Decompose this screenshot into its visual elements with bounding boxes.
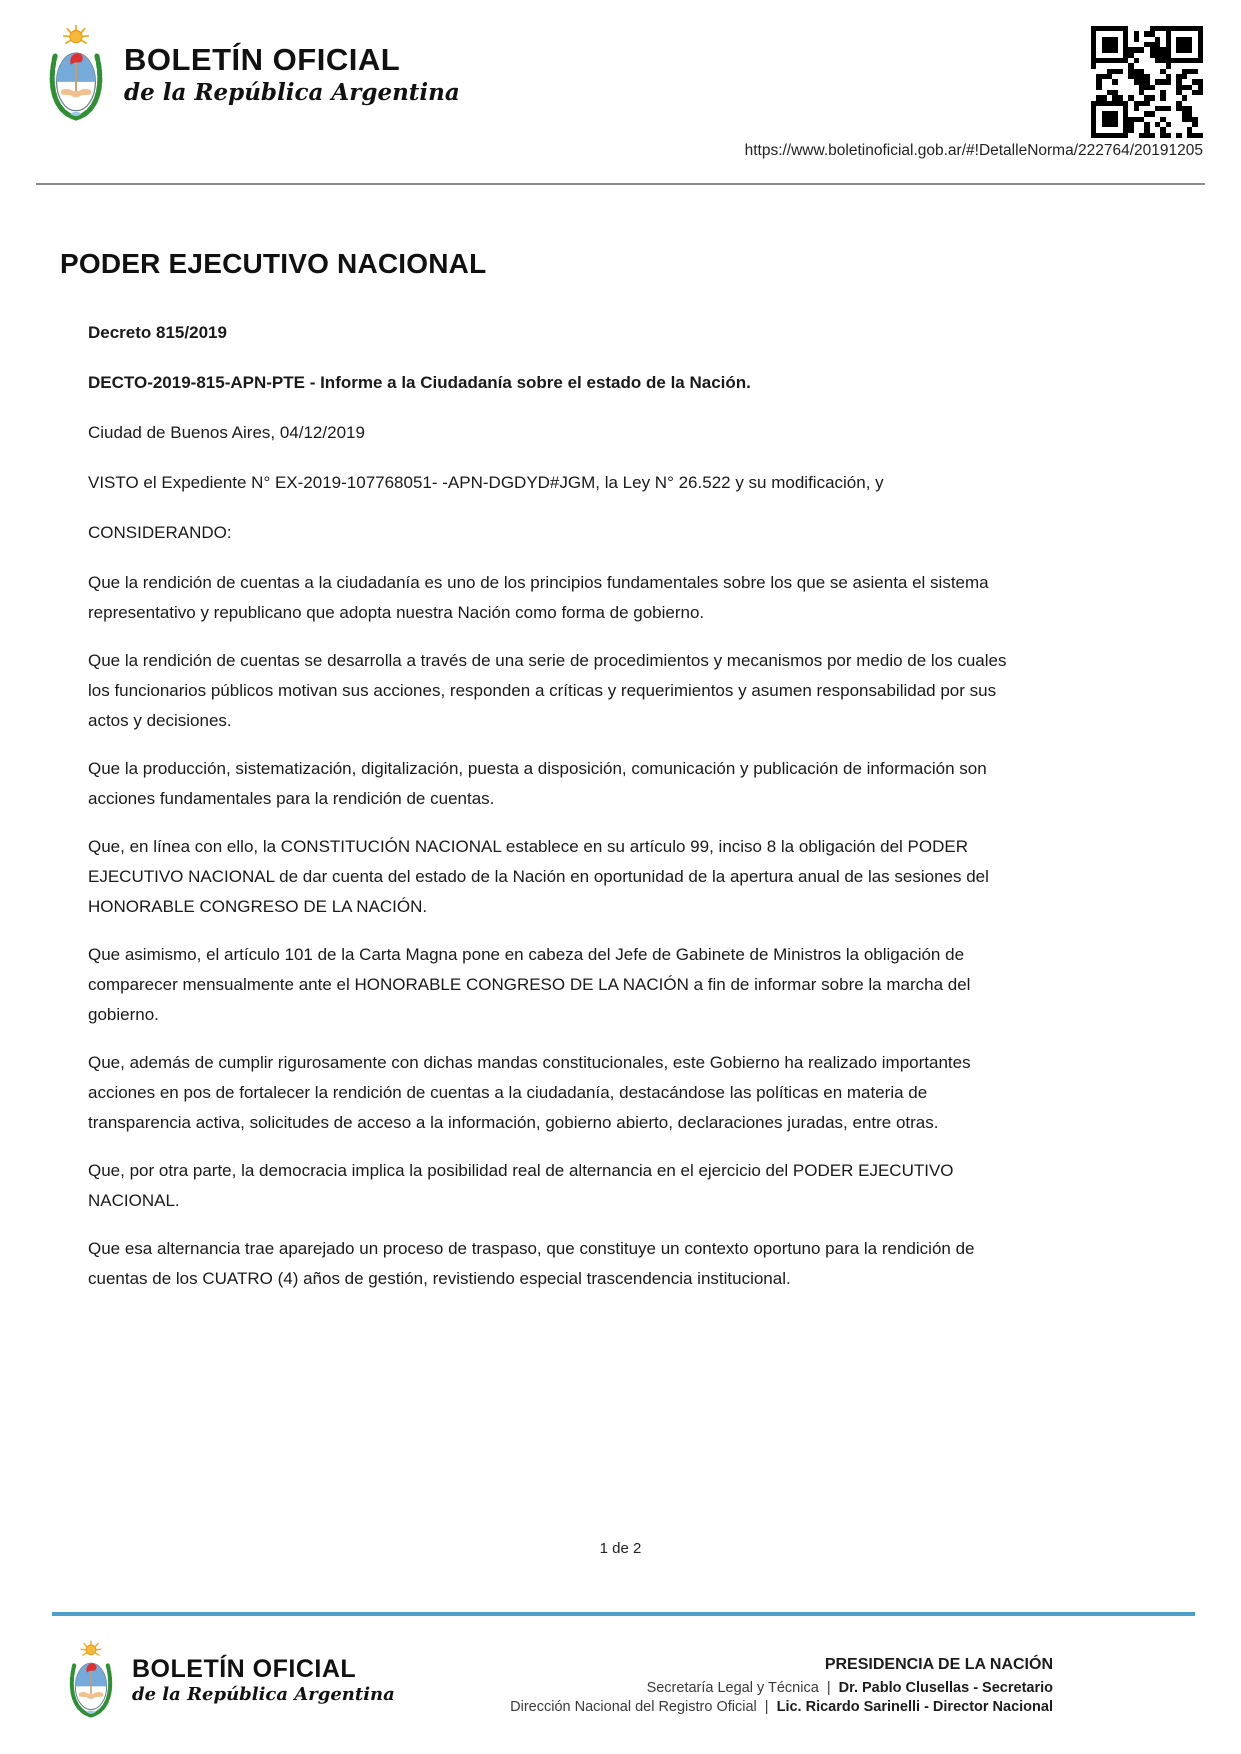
logo-title: BOLETÍN OFICIAL bbox=[124, 42, 401, 77]
office-name: Secretaría Legal y Técnica bbox=[646, 1680, 819, 1696]
paragraph: Que, por otra parte, la democracia implica la posibilidad real de alternancia en el ejercicio del PODER EJECUTIVO NACIONAL. bbox=[88, 1161, 954, 1210]
paragraph: Que la producción, sistematización, digitalización, puesta a disposición, comunicación y publicación de información son acciones fundamentales para la rendición de cuentas. bbox=[88, 759, 987, 808]
document-body bbox=[60, 248, 1020, 1312]
paragraph: Que la rendición de cuentas se desarrolla a través de una serie de procedimientos y mecanismos por medio de los cuales los funcionarios públicos motivan sus acciones, responden a críticas y requerimientos y asumen responsabilidad por sus actos y decisiones. bbox=[88, 651, 1007, 730]
qr-code-icon bbox=[1091, 26, 1203, 138]
visto-clause: VISTO el Expediente N° EX-2019-107768051- -APN-DGDYD#JGM, la Ley N° 26.522 y su modificación, y bbox=[88, 473, 884, 492]
paragraph: Que, en línea con ello, la CONSTITUCIÓN NACIONAL establece en su artículo 99, inciso 8 la obligación del PODER EJECUTIVO NACIONAL de dar cuenta del estado de la Nación en oportunidad de la apertura anual de las sesiones del HONORABLE CONGRESO DE LA NACIÓN. bbox=[88, 837, 989, 916]
norm-url: https://www.boletinoficial.gob.ar/#!DetalleNorma/222764/20191205 bbox=[744, 142, 1203, 159]
separator: | bbox=[764, 1699, 769, 1715]
footer-logo-subtitle: de la República Argentina bbox=[132, 1684, 395, 1705]
footer-divider bbox=[52, 1612, 1195, 1616]
official-name: Dr. Pablo Clusellas - Secretario bbox=[838, 1680, 1053, 1696]
decree-number: Decreto 815/2019 bbox=[88, 323, 227, 342]
paragraph: Que la rendición de cuentas a la ciudadanía es uno de los principios fundamentales sobre los que se asienta el sistema representativo y republicano que adopta nuestra Nación como forma de gobierno. bbox=[88, 573, 989, 622]
header-divider bbox=[36, 183, 1205, 185]
section-title: PODER EJECUTIVO NACIONAL bbox=[60, 248, 487, 279]
office-name: Dirección Nacional del Registro Oficial bbox=[510, 1699, 757, 1715]
presidency-title: PRESIDENCIA DE LA NACIÓN bbox=[824, 1656, 1053, 1673]
argentina-coat-of-arms-icon bbox=[62, 1636, 120, 1724]
city-date: Ciudad de Buenos Aires, 04/12/2019 bbox=[88, 423, 365, 442]
footer-logo-title: BOLETÍN OFICIAL bbox=[132, 1655, 357, 1683]
footer-logo bbox=[62, 1636, 395, 1724]
logo-subtitle: de la República Argentina bbox=[124, 79, 460, 106]
secretariat-line bbox=[510, 1679, 1053, 1698]
separator: | bbox=[826, 1680, 831, 1696]
footer-credits bbox=[510, 1656, 1053, 1717]
header-logo bbox=[40, 24, 460, 124]
considerando-label: CONSIDERANDO: bbox=[88, 523, 232, 542]
decree-subject: DECTO-2019-815-APN-PTE - Informe a la Ciudadanía sobre el estado de la Nación. bbox=[88, 373, 751, 392]
argentina-coat-of-arms-icon bbox=[40, 24, 112, 124]
official-name: Lic. Ricardo Sarinelli - Director Nacional bbox=[776, 1699, 1053, 1715]
considerando-paragraphs bbox=[88, 568, 1020, 1294]
paragraph: Que asimismo, el artículo 101 de la Carta Magna pone en cabeza del Jefe de Gabinete de Ministros la obligación de comparecer mensualmente ante el HONORABLE CONGRESO DE LA NACIÓN a fin de informar sobre la marcha del gobierno. bbox=[88, 945, 971, 1024]
paragraph: Que, además de cumplir rigurosamente con dichas mandas constitucionales, este Gobierno ha realizado importantes acciones en pos de fortalecer la rendición de cuentas a la ciudadanía, destacándose las políticas en materia de transparencia activa, solicitudes de acceso a la información, gobierno abierto, declaraciones juradas, entre otras. bbox=[88, 1053, 971, 1132]
page-number: 1 de 2 bbox=[599, 1540, 642, 1557]
paragraph: Que esa alternancia trae aparejado un proceso de traspaso, que constituye un contexto oportuno para la rendición de cuentas de los CUATRO (4) años de gestión, revistiendo especial trascendencia institucional. bbox=[88, 1239, 975, 1288]
registry-line bbox=[510, 1698, 1053, 1717]
